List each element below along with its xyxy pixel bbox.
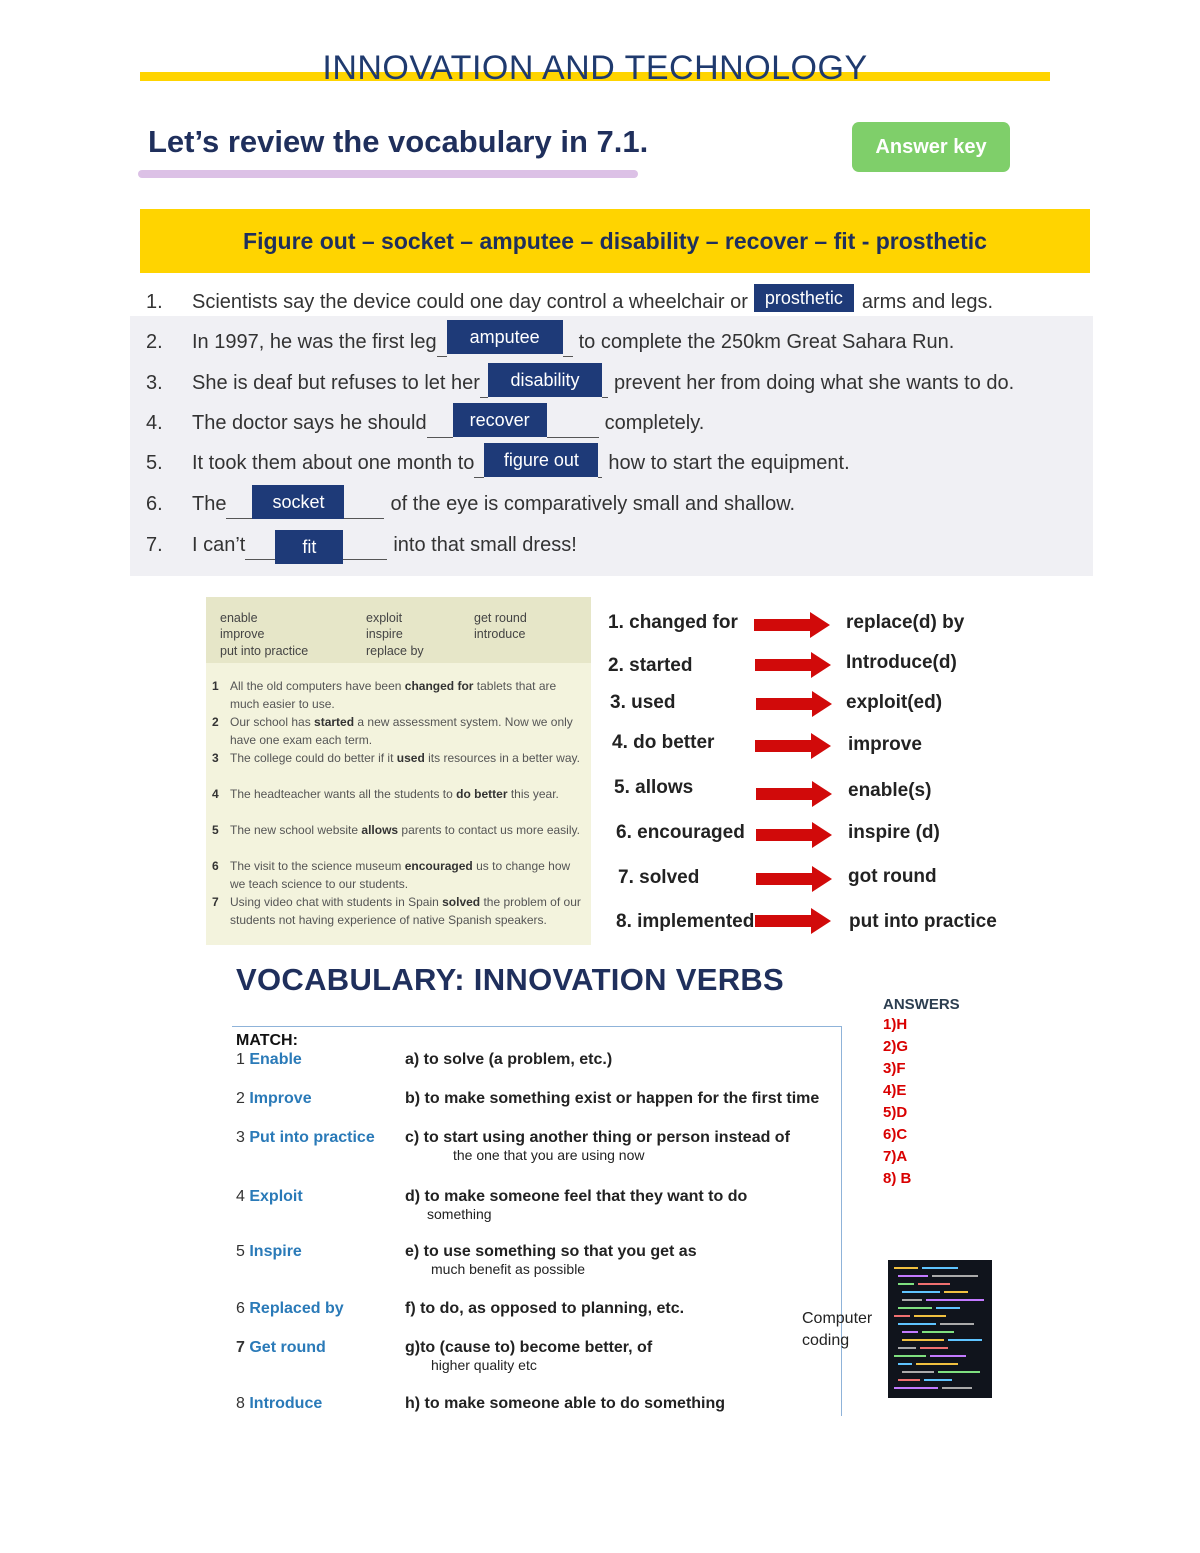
answer-item: 7)A (883, 1148, 908, 1165)
definition-item: c) to start using another thing or person instead of the one that you are using now (405, 1129, 790, 1163)
definition-item: g)to (cause to) become better, of higher quality etc (405, 1339, 653, 1373)
answer-item: 1)H (883, 1016, 908, 1033)
match-left-item: 7. solved (618, 867, 700, 888)
verb-item: 2 Improve (236, 1090, 312, 1107)
exercise2-sentence: 2 Our school has started a new assessment system. Now we only have one exam each term. (212, 715, 573, 747)
match-right-item: improve (848, 734, 922, 755)
definition-item: e) to use something so that you get as much benefit as possible (405, 1243, 697, 1277)
definition-item: b) to make something exist or happen for the first time (405, 1090, 820, 1107)
review-underline (138, 170, 638, 178)
exercise2-sentence: 6 The visit to the science museum encouraged us to change how we teach science to our students. (212, 859, 571, 891)
answer-item: 4)E (883, 1082, 907, 1099)
exercise1-item: 2. In 1997, he was the first leg amputee to complete the 250km Great Sahara Run. (146, 322, 954, 362)
word-bank-banner: Figure out – socket – amputee – disability – recover – fit - prosthetic (140, 209, 1090, 273)
answer-item: 3)F (883, 1060, 906, 1077)
exercise2-sentence: 1 All the old computers have been changed for tablets that are much easier to use. (212, 679, 557, 711)
page-title: INNOVATION AND TECHNOLOGY (322, 49, 868, 87)
answer-box: socket (252, 485, 344, 519)
right-arrow-icon (756, 866, 832, 892)
code-lines-graphic (888, 1260, 992, 1398)
answer-item: 5)D (883, 1104, 908, 1121)
verb-item: 4 Exploit (236, 1188, 303, 1205)
definition-item: a) to solve (a problem, etc.) (405, 1051, 613, 1068)
answer-box: disability (488, 363, 602, 397)
exercise1-item: 7. I can’t fit into that small dress! (146, 525, 577, 565)
match-left-item: 1. changed for (608, 612, 738, 633)
verb-item: 6 Replaced by (236, 1300, 344, 1317)
definition-item: f) to do, as opposed to planning, etc. (405, 1300, 685, 1317)
vocab-box-border (232, 1026, 842, 1027)
right-arrow-icon (756, 781, 832, 807)
exercise2-sentence: 5 The new school website allows parents to contact us more easily. (212, 823, 580, 837)
definition-item: d) to make someone feel that they want to do something (405, 1188, 748, 1222)
verb-item: 1 Enable (236, 1051, 302, 1068)
match-right-item: got round (848, 866, 937, 887)
match-left-item: 3. used (610, 692, 676, 713)
verb-item: 7 Get round (236, 1339, 326, 1356)
match-right-item: put into practice (849, 911, 997, 932)
match-left-item: 8. implemented (616, 911, 755, 932)
right-arrow-icon (756, 822, 832, 848)
match-label: MATCH: (236, 1032, 298, 1049)
answer-box: prosthetic (754, 284, 854, 312)
exercise1-item: 4. The doctor says he should recover completely. (146, 403, 704, 443)
exercise2-panel (206, 597, 591, 945)
verb-item: 8 Introduce (236, 1395, 323, 1412)
vocab-heading: VOCABULARY: INNOVATION VERBS (236, 962, 785, 997)
answer-key-button[interactable]: Answer key (852, 122, 1010, 172)
exercise1-item: 6. The socket of the eye is comparatively small and shallow. (146, 484, 795, 524)
exercise2-sentence: 3 The college could do better if it used its resources in a better way. (212, 751, 580, 765)
exercise1-item: 5. It took them about one month to figure out how to start the equipment. (146, 443, 850, 483)
answer-box: amputee (447, 320, 563, 354)
vocab-box-border (841, 1026, 842, 1416)
exercise1-item: 3. She is deaf but refuses to let her disability prevent her from doing what she wants to do. (146, 363, 1014, 403)
match-right-item: replace(d) by (846, 612, 965, 633)
answer-item: 8) B (883, 1170, 912, 1187)
title-block (140, 50, 1050, 86)
match-left-item: 4. do better (612, 732, 715, 753)
match-left-item: 6. encouraged (616, 822, 745, 843)
exercise1-item: 1. Scientists say the device could one day control a wheelchair or prosthetic arms and legs. (146, 282, 993, 322)
review-heading: Let’s review the vocabulary in 7.1. (148, 124, 649, 159)
match-right-item: inspire (d) (848, 822, 940, 843)
answer-box: fit (275, 530, 343, 564)
match-left-item: 5. allows (614, 777, 694, 798)
right-arrow-icon (756, 691, 832, 717)
right-arrow-icon (755, 652, 831, 678)
code-screen-image (888, 1260, 992, 1398)
right-arrow-icon (754, 612, 830, 638)
right-arrow-icon (755, 908, 831, 934)
verb-item: 3 Put into practice (236, 1129, 375, 1146)
right-arrow-icon (755, 733, 831, 759)
match-right-item: enable(s) (848, 780, 932, 801)
exercise2-sentence: 4 The headteacher wants all the students to do better this year. (212, 787, 559, 801)
answer-box: figure out (484, 443, 598, 477)
verb-item: 5 Inspire (236, 1243, 302, 1260)
exercise2-sentence: 7 Using video chat with students in Spain solved the problem of our students not having experience of native Spanish speakers. (212, 895, 581, 927)
answers-title: ANSWERS (883, 996, 960, 1013)
answer-item: 6)C (883, 1126, 908, 1143)
definition-item: h) to make someone able to do something (405, 1395, 726, 1412)
match-right-item: exploit(ed) (846, 692, 943, 713)
answer-box: recover (453, 403, 547, 437)
match-right-item: Introduce(d) (846, 652, 957, 673)
match-left-item: 2. started (608, 655, 693, 676)
answer-item: 2)G (883, 1038, 909, 1055)
exercise2-word-bank: enable improve put into practice exploit inspire replace by get round introduce (206, 597, 591, 663)
coding-label: Computer coding (802, 1310, 873, 1349)
